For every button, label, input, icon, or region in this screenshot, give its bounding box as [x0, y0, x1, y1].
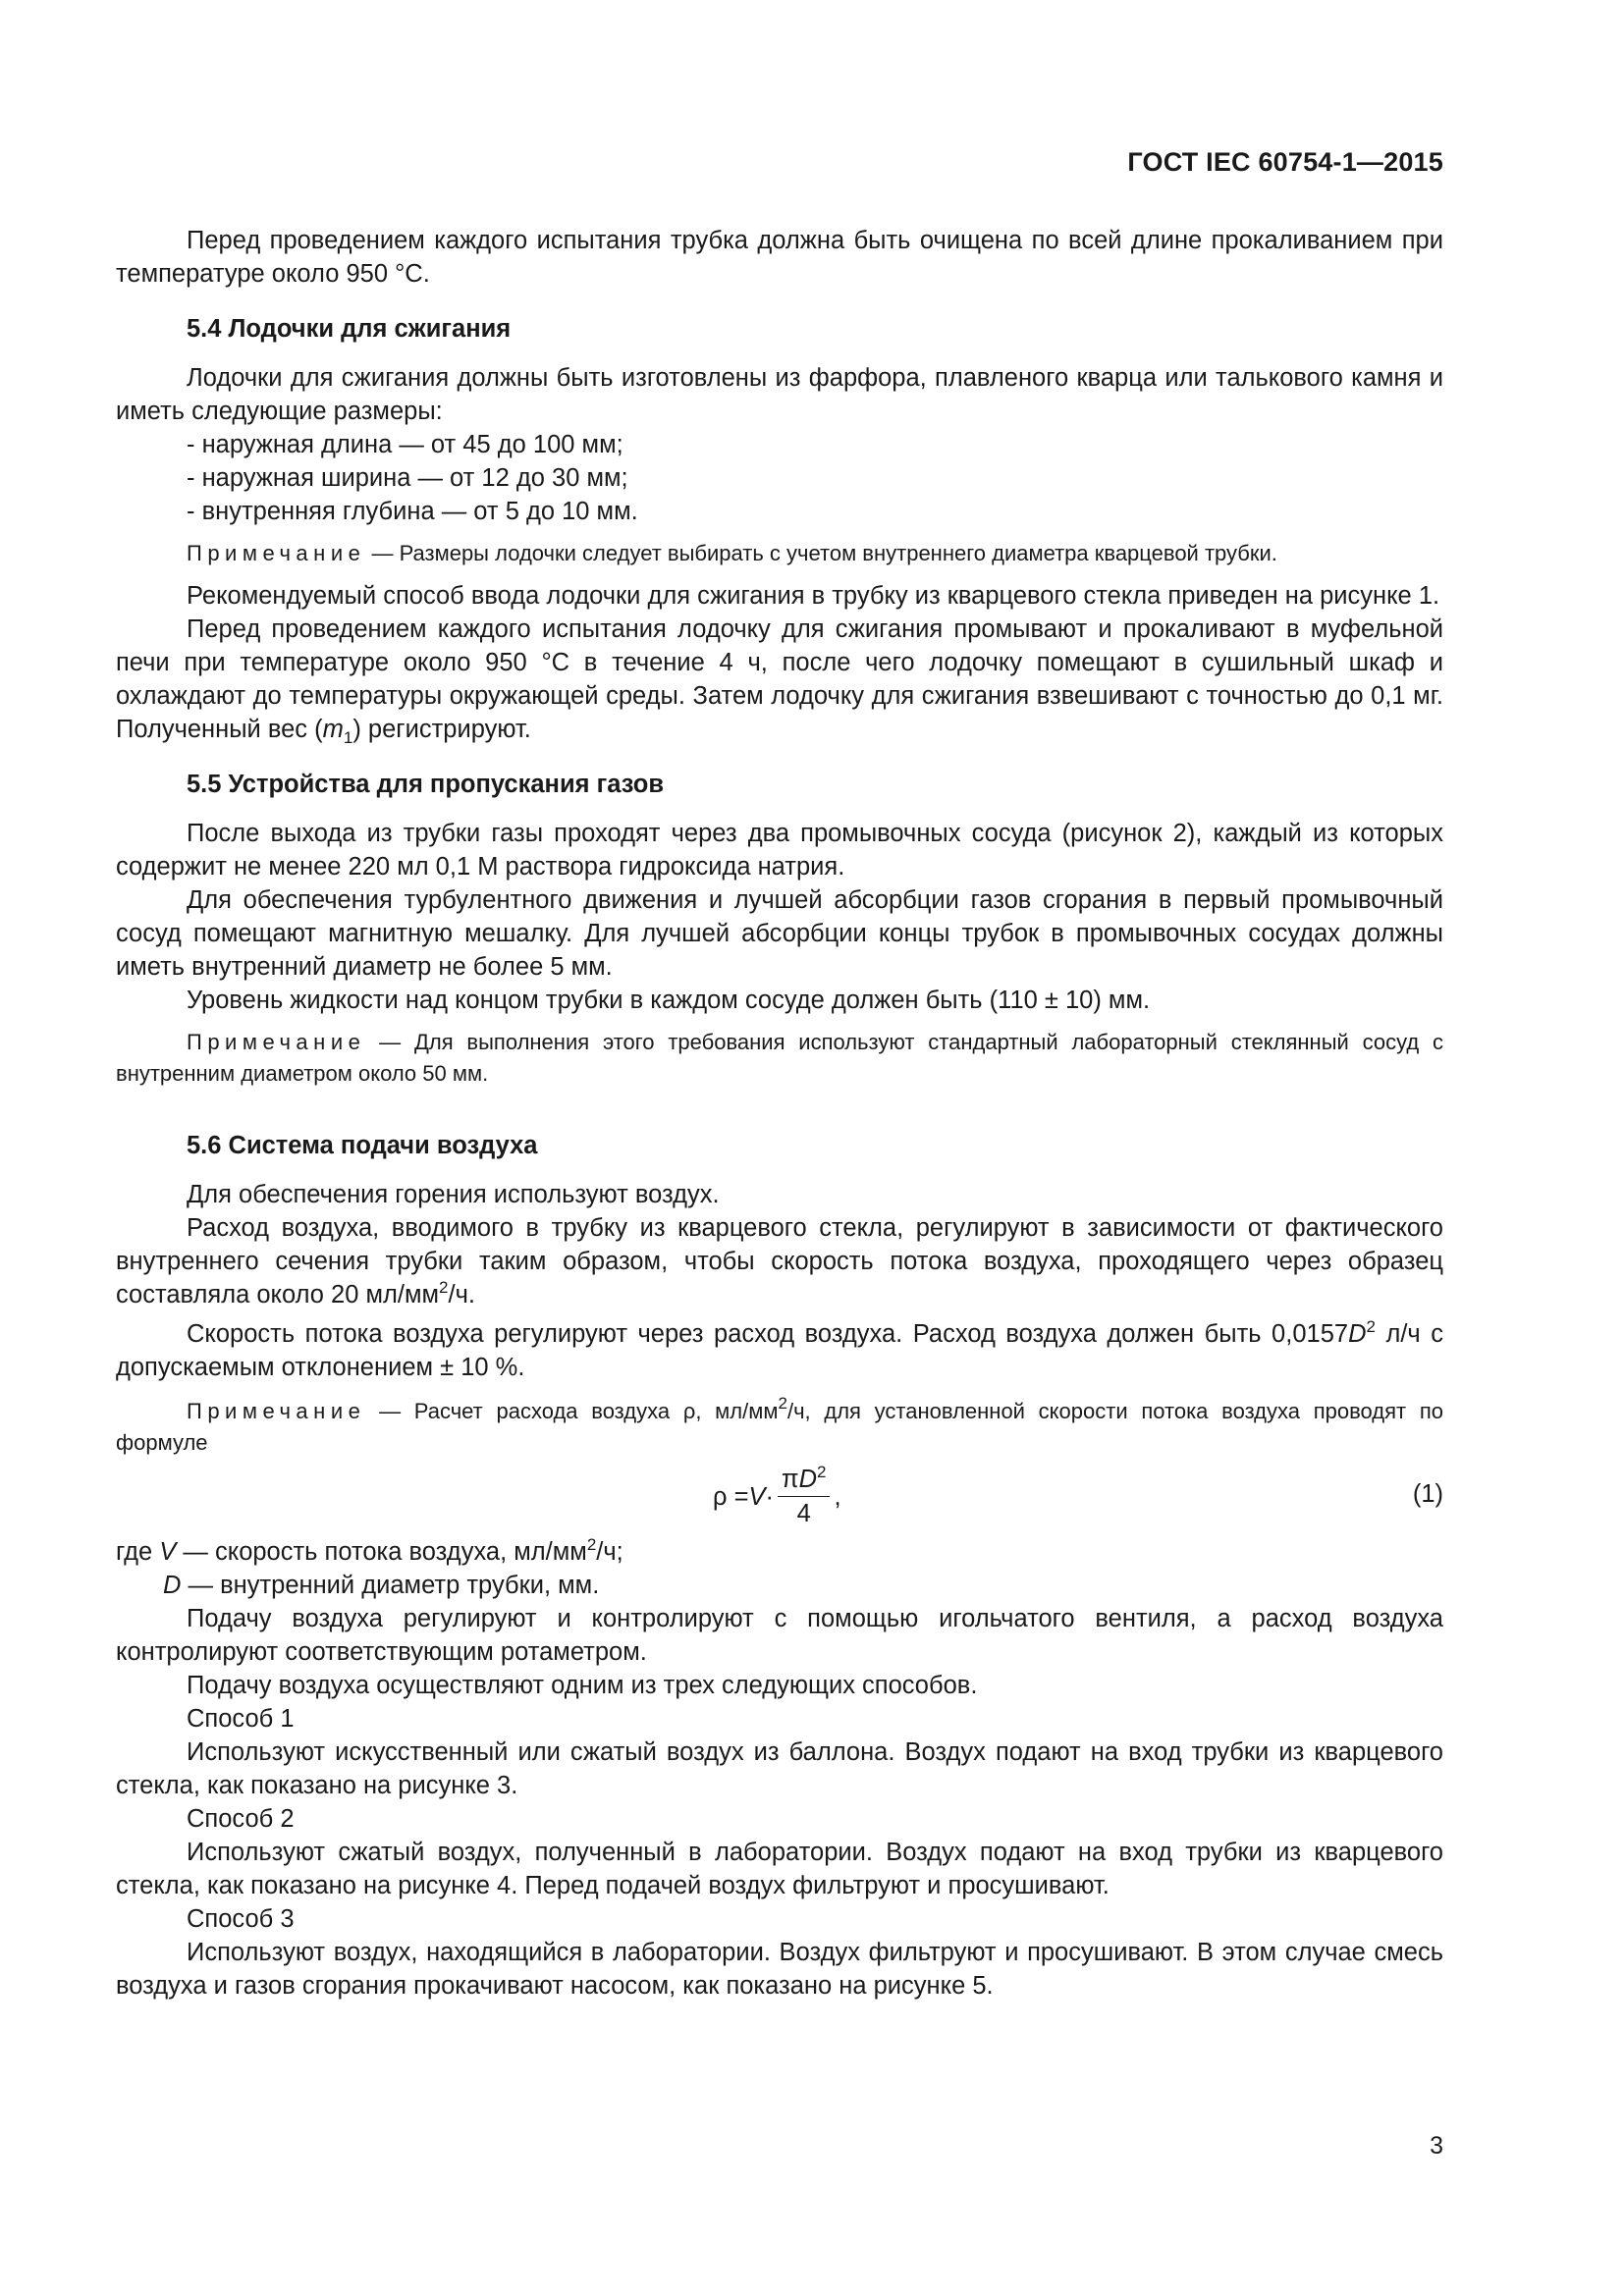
- note-label: Примечание: [187, 541, 366, 565]
- paragraph: Уровень жидкости над концом трубки в каждом сосуде должен быть (110 ± 10) мм.: [187, 987, 1151, 1014]
- paragraph: Расход воздуха, вводимого в трубку из кварцевого стекла, регулируют в зависимости от фактического внутреннего сечения трубки таким образом, чтобы скорость потока воздуха, проходящего через образец составляла около 20 $мл/мм^2/ч$.: [116, 1214, 1443, 1308]
- method-label: Способ 3: [187, 1905, 295, 1933]
- note-text: — Размеры лодочки следует выбирать с учетом внутреннего диаметра кварцевой трубки.: [365, 541, 1277, 565]
- note-label: Примечание: [187, 1399, 366, 1423]
- paragraph: Скорость потока воздуха регулируют через расход воздуха. Расход воздуха должен быть $0,0157D^2$ л/ч с допускаемым отклонением ± 10 %.: [116, 1317, 1443, 1381]
- paragraph: Лодочки для сжигания должны быть изготовлены из фарфора, плавленого кварца или талькового камня и иметь следующие размеры:: [116, 364, 1443, 425]
- list-item: - наружная ширина — от 12 до 30 мм;: [187, 464, 628, 492]
- paragraph: Подачу воздуха регулируют и контролируют с помощью игольчатого вентиля, а расход воздуха контролируют соответствующим ротаметром.: [116, 1605, 1443, 1666]
- variable: D: [1348, 1320, 1367, 1348]
- paragraph: Для обеспечения горения используют воздух.: [187, 1181, 720, 1208]
- where-line: где V — скорость потока воздуха, $мл/мм^2/ч$;: [116, 1535, 623, 1566]
- where-line: D — внутренний диаметр трубки, мм.: [163, 1572, 600, 1599]
- paragraph: Используют воздух, находящийся в лаборатории. Воздух фильтруют и просушивают. В этом случае смесь воздуха и газов сгорания прокачивают насосом, как показано на рисунке 5.: [116, 1939, 1443, 2000]
- note-label: Примечание: [187, 1030, 366, 1054]
- formula-1: [116, 1459, 1443, 1535]
- paragraph: Используют искусственный или сжатый воздух из баллона. Воздух подают на вход трубки из кварцевого стекла, как показано на рисунке 3.: [116, 1738, 1443, 1799]
- paragraph: Используют сжатый воздух, полученный в лаборатории. Воздух подают на вход трубки из кварцевого стекла, как показано на рисунке 4. Перед подачей воздух фильтруют и просушивают.: [116, 1839, 1443, 1899]
- note: Примечание — Расчет расхода воздуха ρ, $мл/мм^2/ч$, для установленной скорости потока воздуха проводят по формуле: [116, 1394, 1443, 1455]
- method-label: Способ 2: [187, 1805, 295, 1833]
- note: [116, 538, 1443, 569]
- page-number: 3: [1430, 2132, 1443, 2160]
- paragraph-intro: Перед проведением каждого испытания трубка должна быть очищена по всей длине прокаливанием при температуре около 950 °С.: [116, 227, 1443, 288]
- variable: m: [322, 716, 344, 743]
- document-body: [116, 224, 1443, 2002]
- note-text: — Для выполнения этого требования используют стандартный лабораторный стеклянный сосуд с внутренним диаметром около 50 мм.: [116, 1030, 1443, 1086]
- paragraph: Подачу воздуха осуществляют одним из трех следующих способов.: [187, 1672, 978, 1699]
- fraction: $\frac{\pi D^2}{4}$: [778, 1464, 830, 1530]
- method-label: Способ 1: [187, 1705, 295, 1733]
- equation-number: (1): [1412, 1480, 1443, 1508]
- formula-expression: ρ = V · $\frac{\pi D^2}{4}$ ,: [713, 1459, 841, 1535]
- paragraph: Для обеспечения турбулентного движения и лучшей абсорбции газов сгорания в первый промывочный сосуд помещают магнитную мешалку. Для лучшей абсорбции концы трубок в промывочных сосудах должны иметь внутренний диаметр не более 5 мм.: [116, 886, 1443, 981]
- section-heading-5-4: 5.4 Лодочки для сжигания: [187, 315, 512, 343]
- paragraph: Рекомендуемый способ ввода лодочки для сжигания в трубку из кварцевого стекла приведен на рисунке 1.: [187, 582, 1440, 610]
- paragraph: Перед проведением каждого испытания лодочку для сжигания промывают и прокаливают в муфельной печи при температуре около 950 °С в течение 4 ч, после чего лодочку помещают в сушильный шкаф и охлаждают до температуры окружающей среды. Затем лодочку для сжигания взвешивают с точностью до 0,1 мг. Полученный вес $(m_1)$ регистрируют.: [116, 615, 1443, 747]
- section-heading-5-6: 5.6 Система подачи воздуха: [187, 1132, 538, 1159]
- list-item: - внутренняя глубина — от 5 до 10 мм.: [187, 498, 638, 525]
- document-code: ГОСТ IEC 60754-1—2015: [1127, 147, 1443, 177]
- list-item: - наружная длина — от 45 до 100 мм;: [187, 431, 623, 458]
- paragraph: После выхода из трубки газы проходят через два промывочных сосуда (рисунок 2), каждый из которых содержит не менее 220 мл 0,1 М раствора гидроксида натрия.: [116, 820, 1443, 881]
- section-heading-5-5: 5.5 Устройства для пропускания газов: [187, 771, 664, 798]
- note: [116, 1027, 1443, 1090]
